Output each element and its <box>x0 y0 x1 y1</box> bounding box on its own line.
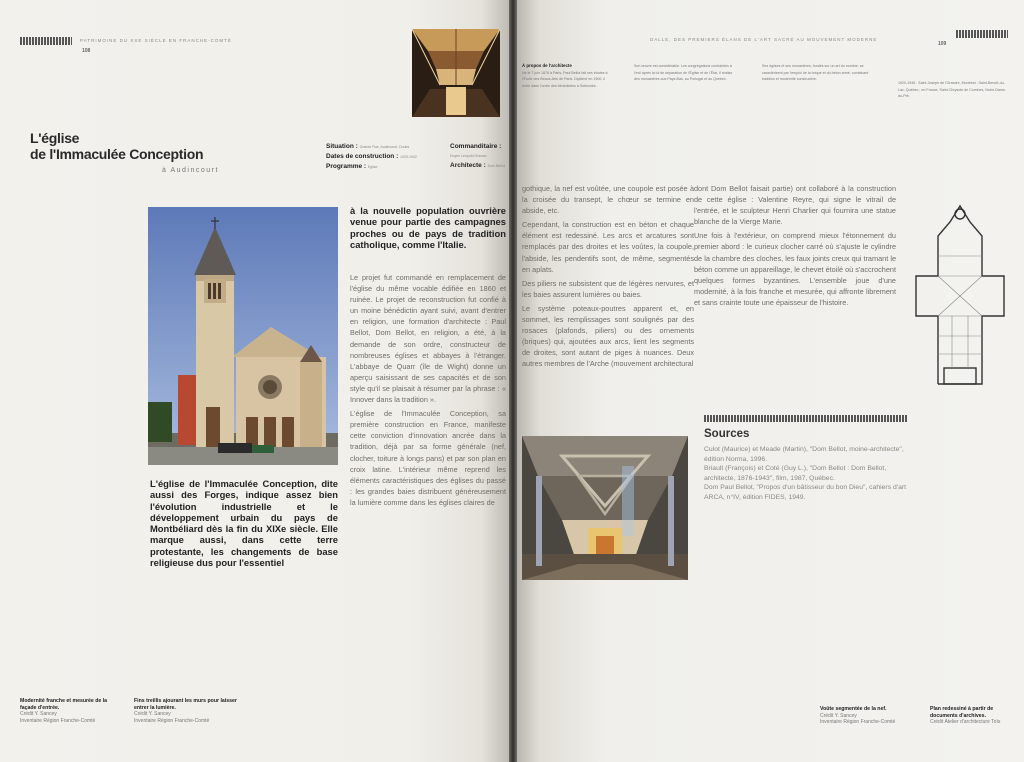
bio-column-1: À propos de l'architecte Né le 7 juin 1876 à Paris, Paul Bellot fait ses études à l'École des Beaux-Arts de Paris. Diplômé en 1900, il entre dans l'ordre des bénédictins à Solesmes. <box>522 63 608 89</box>
caption-plan: Plan redessiné à partir de documents d'archives. Crédit Atelier d'architecture Toïs <box>930 706 1001 725</box>
caption-nave: Voûte segmentée de la nef. Crédit Y. Sancey Inventaire Région Franche-Comté <box>820 706 896 725</box>
bio-column-3: Ses églises et ses monastères, fondés sur un art du nombre, se caractérisent par l'emploi de la brique et du béton armé, combinant tradition et modernité constructive. <box>762 64 869 82</box>
church-facade-photo <box>148 207 338 465</box>
body-column-right-2: dont Dom Bellot faisait partie) ont collaboré à la construction de cette église : Valentine Reyre, qui signe le vitrail de l'entrée, et le sculpteur Henri Charlier qui fournira une statue blanche de la Vierge Marie. Une fois à l'extérieur, on comprend mieux l'étonnement du premier abord : le curieux clocher carré où s'ajuste le cylindre de la chambre des cloches, les faux joints creux qui tramant le béton comme un appareillage, le chevet étoilé où s'accrochent quelques formes byzantines. L'ensemble joue d'une modernité, à la fois franche et mesurée, qui affronte librement et sans crainte toute une épaisseur de l'histoire. <box>694 184 896 307</box>
bio-column-2: Son œuvre est considérable. Les congrégations contraintes à l'exil après la loi de séparation de l'Église et de l'État, il réalise des monastères aux Pays-Bas, au Portugal et au Québec. <box>634 64 733 82</box>
running-head-left: PATRIMOINE DU XXE SIÈCLE EN FRANCHE-COMTÉ <box>80 38 232 43</box>
page-title: L'église de l'Immaculée Conception <box>30 130 204 162</box>
running-head-right: DALLE, DES PREMIERS ÉLANS DE L'ART SACRÉ AU MOUVEMENT MODERNE <box>650 37 878 42</box>
caption-facade: Modernité franche et mesurée de la façade d'entrée. Crédit Y. Sancey Inventaire Région Franche-Comté <box>20 698 108 724</box>
meta-block: Situation : Grande Rue, Audincourt, Doubs Dates de construction : 1929-1932 Programme : Eglise <box>326 143 417 170</box>
body-column-left: Le projet fut commandé en remplacement de l'église du même vocable édifiée en 1860 et ruinée. Le projet de reconstruction fut confié à un moine bénédictin ayant suivi, avant d'entrer en religion, une formation d'architecte : Paul Bellot, Dom Bellot, en religion, a été, à la demande de son ordre, constructeur de nombreuses églises et abbayes à l'étranger. L'abbaye de Quarr (île de Wight) donne un aperçu saisissant de ses capacités et de son style qu'il se plaisait à résumer par la phrase : « Innover dans la tradition ». L'église de l'Immaculée Conception, sa première construction en France, manifeste cette conviction d'innovation ancrée dans la tradition, déjà par sa forme générale (nef, clocher, toiture à longs pans) et par son plan en croix latine. L'intérieur même reprend les éléments caractéristiques des églises du passé : les grandes baies distribuent généreusement la lumière comme dans les églises claires de <box>350 273 506 507</box>
sources-list: Culot (Maurice) et Meade (Martin), "Dom Bellot, moine-architecte", édition Norma, 1996. Briault (François) et Coté (Guy L.), "Dom Bellot : Dom Bellot, architecte, 1876-1943", film, 1987, Québec. Dom Paul Bellot, "Propos d'un bâtisseur du bon Dieu", cahiers d'art ARCA, n°IV, édition FIDES, 1949. <box>704 446 906 501</box>
floor-plan <box>908 196 1012 392</box>
right-page <box>514 0 1024 762</box>
bio-column-4: 1920-1945 : Saint-Joseph de l'Oratoire, Montréal ; Saint-Benoît-du-Lac, Québec ; en France, Saint-Chrysole de Comines, Notre-Dame-du-Pré. <box>898 81 1007 99</box>
body-column-right-1: gothique, la nef est voûtée, une coupole est posée à la croisée du transept, le chœur se termine en abside, etc. Cependant, la construction est en béton et chaque élément est redessiné. Les arcs et arcatures sont remplacés par des droites et les voûtes, la coupole, l'abside, les pendentifs sont, de même, segmentés en aplats. Des piliers ne subsistent que de légères nervures, et les baies assurent lumières ou baies. Le système poteaux-poutres apparent et, en sommet, les remplissages sont soulignés par des rosaces (plafonds, piliers) ou des ornements (briques) qui, ajoutées aux arcs, lient les segments de droites, sont autant de piges à nuances. Deux autres membres de l'Arche (mouvement architectural <box>522 184 694 369</box>
lead-paragraph-continued: à la nouvelle population ouvrière venue pour partie des campagnes proches ou de pays de tradition catholique, comme l'Italie. <box>350 205 506 250</box>
folio-left: 108 <box>82 48 91 54</box>
page-subtitle: à Audincourt <box>162 167 219 174</box>
nave-photo <box>522 436 688 580</box>
header-barcode-left <box>20 37 72 45</box>
sources-heading: Sources <box>704 428 750 440</box>
lead-paragraph: L'église de l'Immaculée Conception, dite aussi des Forges, indique assez bien l'évolution industrielle et le développement urbain du pays de Montbéliard dès la fin du XIXe siècle. Elle marque aussi, dans cette terre protestante, les changements de base religieuse dus pour l'essentiel <box>150 478 338 569</box>
header-barcode-right <box>956 30 1008 38</box>
ceiling-photo <box>412 29 500 117</box>
book-spine <box>509 0 517 762</box>
folio-right: 109 <box>938 41 947 47</box>
sources-barcode <box>704 415 908 422</box>
meta-block-2: Commanditaire : Doyen Léopold Grassin Architecte : Dom Bellot <box>450 143 505 169</box>
caption-walls: Fins treillis ajourant les murs pour laisser entrer la lumière. Crédit Y. Sancey Inventaire Région Franche-Comté <box>134 698 237 724</box>
